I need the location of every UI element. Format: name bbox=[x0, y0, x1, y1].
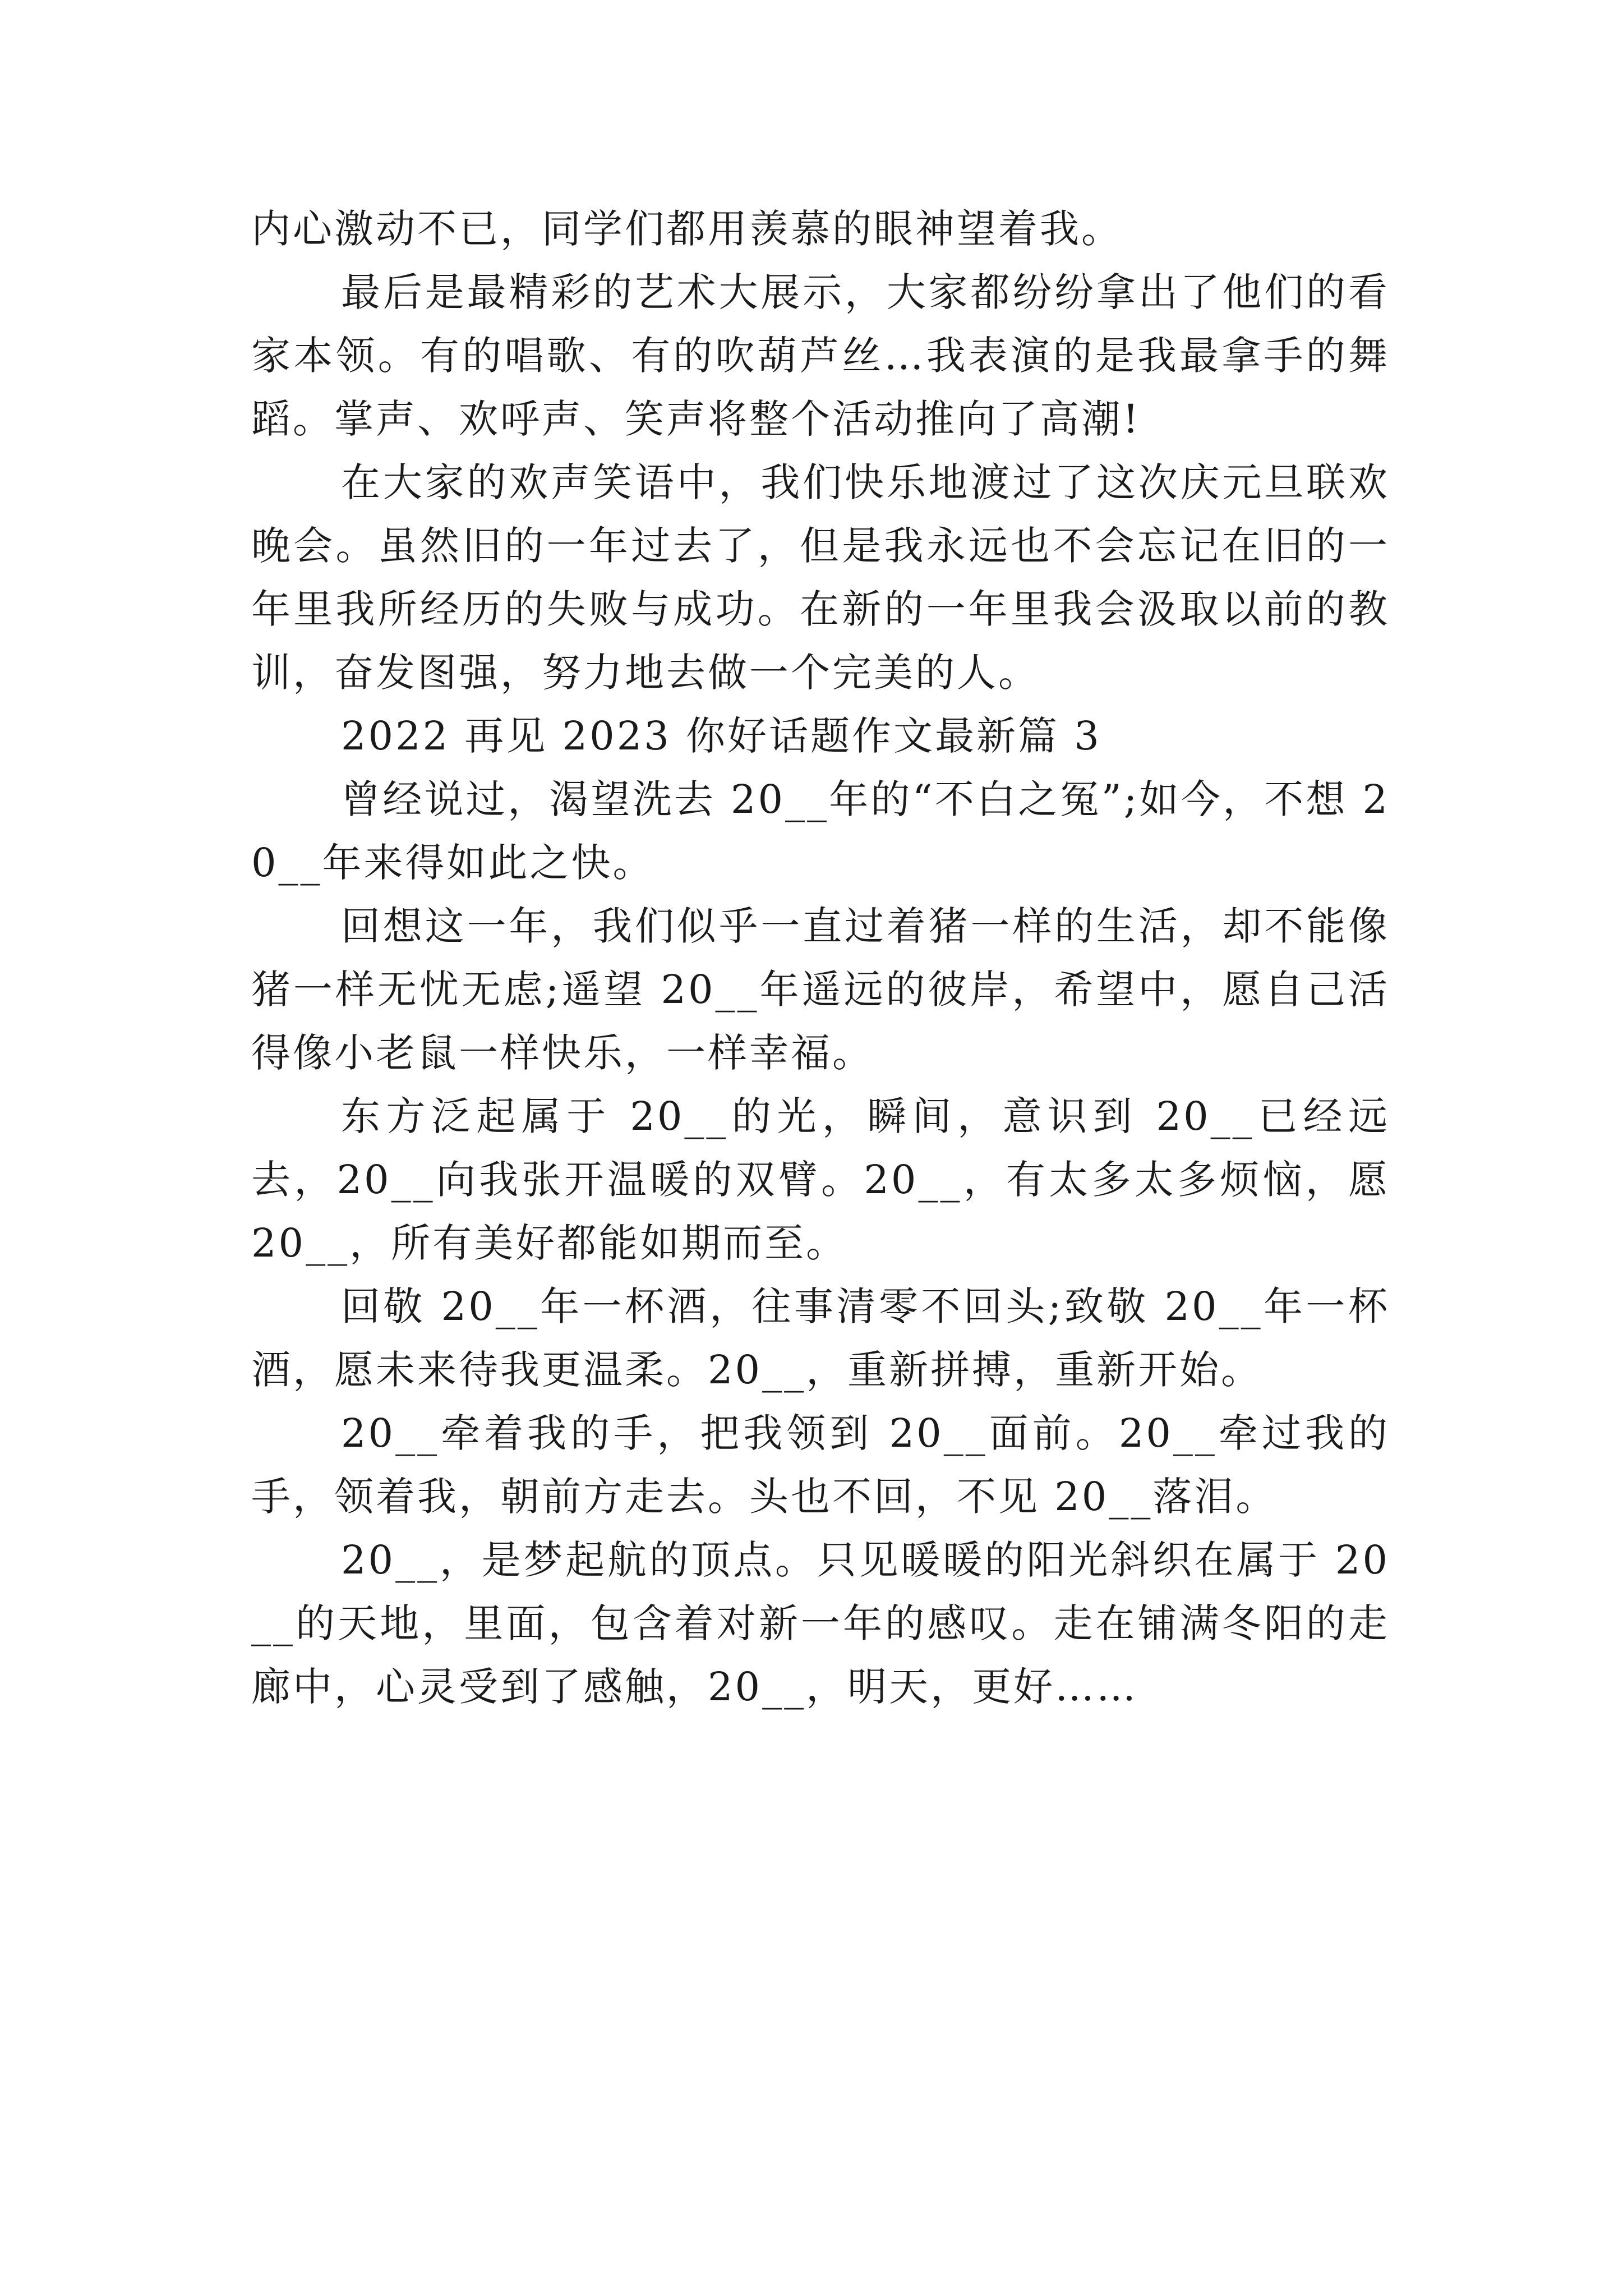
paragraph: 在大家的欢声笑语中，我们快乐地渡过了这次庆元旦联欢晚会。虽然旧的一年过去了，但是我永远也不会忘记在旧的一年里我所经历的失败与成功。在新的一年里我会汲取以前的教训，奋发图强，努力地去做一个完美的人。 bbox=[251, 459, 1390, 696]
paragraph: 20__，是梦起航的顶点。只见暖暖的阳光斜织在属于 20__的天地，里面，包含着对新一年的感叹。走在铺满冬阳的走廊中，心灵受到了感触，20__，明天，更好…… bbox=[251, 1537, 1390, 1710]
paragraph: 回敬 20__年一杯酒，往事清零不回头;致敬 20__年一杯酒，愿未来待我更温柔。20__，重新拼搏，重新开始。 bbox=[251, 1283, 1390, 1393]
paragraph: 东方泛起属于 20__的光，瞬间，意识到 20__已经远去，20__向我张开温暖的双臂。20__，有太多太多烦恼，愿 20__，所有美好都能如期而至。 bbox=[251, 1093, 1405, 1266]
document-body bbox=[251, 197, 1405, 1719]
paragraph: 20__牵着我的手，把我领到 20__面前。20__牵过我的手，领着我，朝前方走去。头也不回，不见 20__落泪。 bbox=[251, 1410, 1390, 1520]
paragraph: 内心激动不已，同学们都用羡慕的眼神望着我。 bbox=[251, 206, 1123, 252]
section-heading: 2022 再见 2023 你好话题作文最新篇 3 bbox=[341, 713, 1101, 759]
paragraph: 最后是最精彩的艺术大展示，大家都纷纷拿出了他们的看家本领。有的唱歌、有的吹葫芦丝…我表演的是我最拿手的舞蹈。掌声、欢呼声、笑声将整个活动推向了高潮! bbox=[251, 269, 1390, 442]
paragraph: 回想这一年，我们似乎一直过着猪一样的生活，却不能像猪一样无忧无虑;遥望 20__年遥远的彼岸，希望中，愿自己活得像小老鼠一样快乐，一样幸福。 bbox=[251, 903, 1390, 1076]
paragraph: 曾经说过，渴望洗去 20__年的“不白之冤”;如今，不想 20__年来得如此之快。 bbox=[251, 776, 1390, 886]
